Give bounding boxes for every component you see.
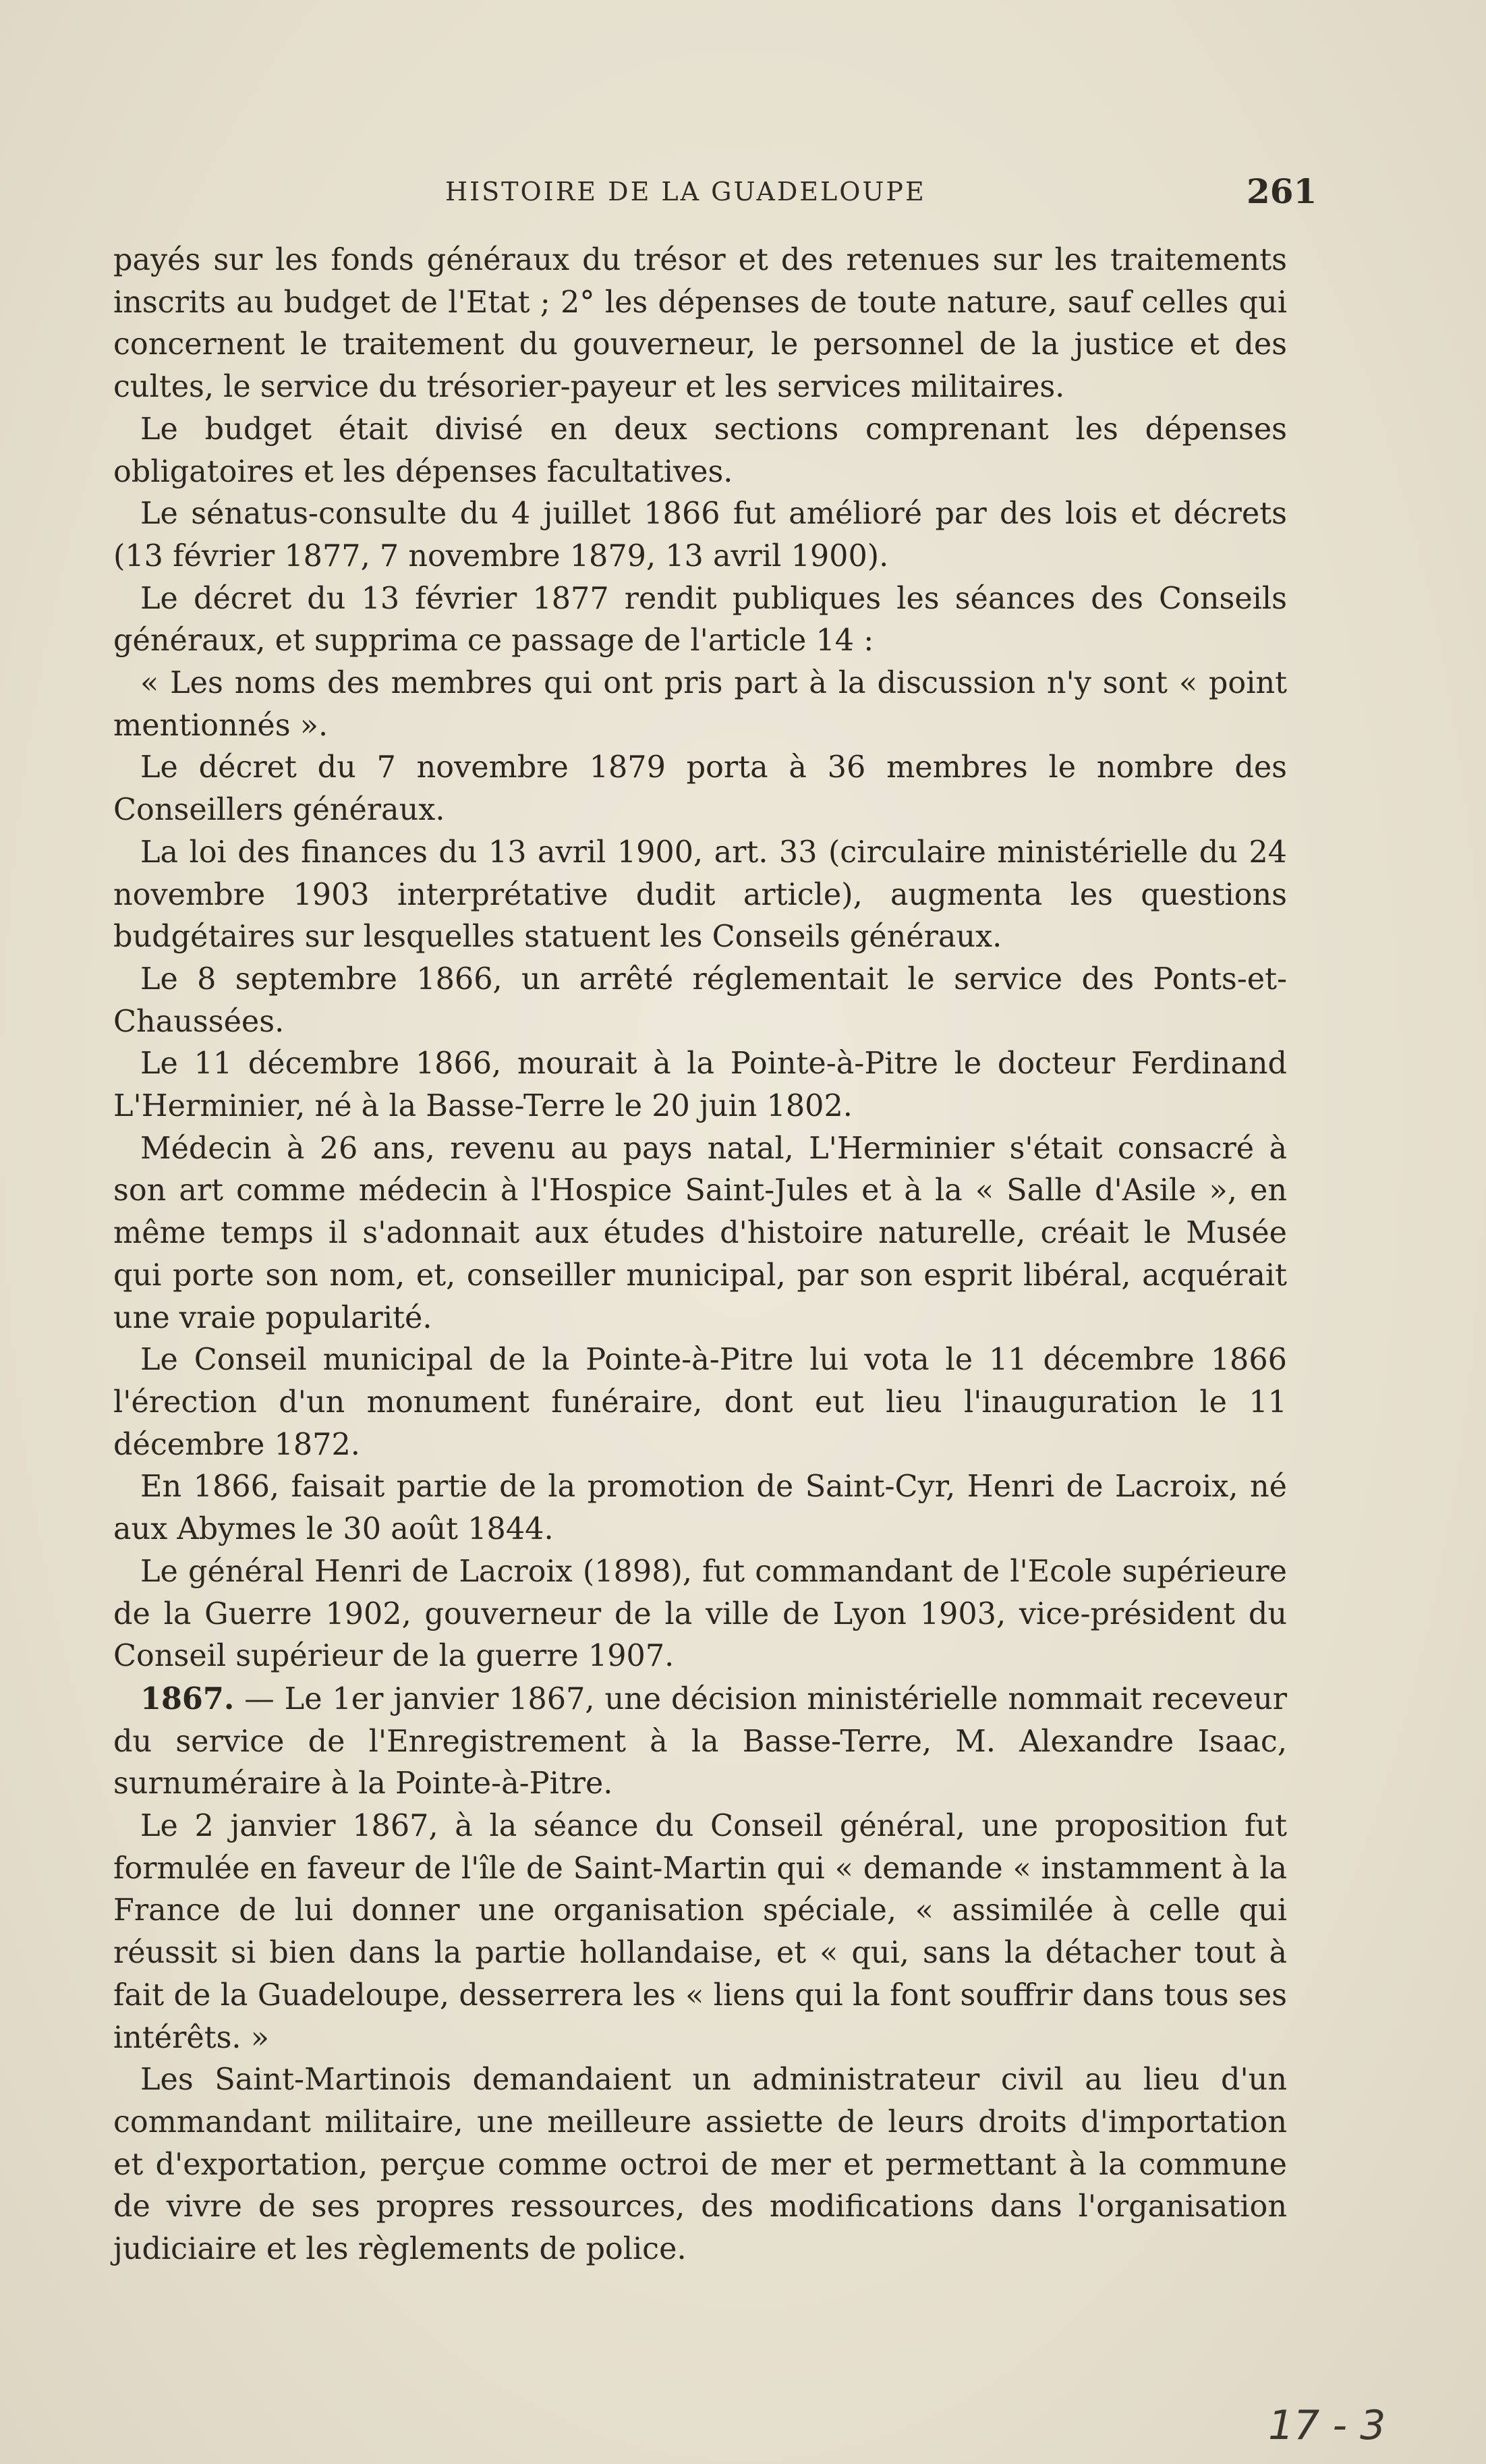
paragraph: Le 8 septembre 1866, un arrêté réglementait le service des Ponts-et-Chaussées. xyxy=(113,961,1287,1039)
paragraph: Le général Henri de Lacroix (1898), fut commandant de l'Ecole supérieure de la Guerre 1902, gouverneur de la ville de Lyon 1903, vice-président du Conseil supérieur de la guerre 1907. xyxy=(113,1554,1287,1674)
paragraph: Le budget était divisé en deux sections comprenant les dépenses obligatoires et les dépenses facultatives. xyxy=(113,412,1287,489)
running-title: HISTOIRE DE LA GUADELOUPE xyxy=(445,177,926,206)
paragraph: payés sur les fonds généraux du trésor et des retenues sur les traitements inscrits au budget de l'Etat ; 2° les dépenses de toute nature, sauf celles qui concernent le traitement du gouverneur, le personnel de la justice et des cultes, le service du trésorier-payeur et les services militaires. xyxy=(113,243,1287,405)
page-number: 261 xyxy=(1247,171,1317,211)
paragraph: Médecin à 26 ans, revenu au pays natal, L'Herminier s'était consacré à son art comme médecin à l'Hospice Saint-Jules et à la « Salle d'Asile », en même temps il s'adonnait aux études d'histoire naturelle, créait le Musée qui porte son nom, et, conseiller municipal, par son esprit libéral, acquérait une vraie popularité. xyxy=(113,1131,1287,1335)
paragraph: Les Saint-Martinois demandaient un administrateur civil au lieu d'un commandant militaire, une meilleure assiette de leurs droits d'importation et d'exportation, perçue comme octroi de mer et permettant à la commune de vivre de ses propres ressources, des modifications dans l'organisation judiciaire et les règlements de police. xyxy=(113,2063,1287,2267)
paragraph: Le 11 décembre 1866, mourait à la Pointe-à-Pitre le docteur Ferdinand L'Herminier, né à la Basse-Terre le 20 juin 1802. xyxy=(113,1046,1287,1124)
paragraph: Le décret du 7 novembre 1879 porta à 36 membres le nombre des Conseillers généraux. xyxy=(113,750,1287,828)
paragraph: Le décret du 13 février 1877 rendit publiques les séances des Conseils généraux, et supprima ce passage de l'article 14 : xyxy=(113,581,1287,659)
paragraph: Le sénatus-consulte du 4 juillet 1866 fut amélioré par des lois et décrets (13 février 1877, 7 novembre 1879, 13 avril 1900). xyxy=(113,497,1287,573)
paragraph: En 1866, faisait partie de la promotion de Saint-Cyr, Henri de Lacroix, né aux Abymes le 30 août 1844. xyxy=(113,1469,1287,1547)
paragraph-1867 xyxy=(113,1678,1287,1805)
paragraph: Le 2 janvier 1867, à la séance du Conseil général, une proposition fut formulée en faveur de l'île de Saint-Martin qui « demande « instamment à la France de lui donner une organisation spéciale, « assimilée à celle qui réussit si bien dans la partie hollandaise, et « qui, sans la détacher tout à fait de la Guadeloupe, desserrera les « liens qui la font souffrir dans tous ses intérêts. » xyxy=(113,1809,1287,2055)
quotation: « Les noms des membres qui ont pris part à la discussion n'y sont « point mentionnés ». xyxy=(113,666,1287,743)
section-text: — Le 1er janvier 1867, une décision ministérielle nommait receveur du service de l'Enregistrement à la Basse-Terre, M. Alexandre Isaac, surnuméraire à la Pointe-à-Pitre. xyxy=(113,1681,1287,1801)
paragraph: La loi des finances du 13 avril 1900, art. 33 (circulaire ministérielle du 24 novembre 1903 interprétative dudit article), augmenta les questions budgétaires sur lesquelles statuent les Conseils généraux. xyxy=(113,835,1287,955)
body-text xyxy=(113,240,1287,2271)
handwritten-folio-mark: 17 - 3 xyxy=(1268,2402,1386,2449)
page-header xyxy=(0,171,1486,224)
section-year: 1867. xyxy=(140,1681,235,1716)
paragraph: Le Conseil municipal de la Pointe-à-Pitre lui vota le 11 décembre 1866 l'érection d'un monument funéraire, dont eut lieu l'inauguration le 11 décembre 1872. xyxy=(113,1343,1287,1462)
